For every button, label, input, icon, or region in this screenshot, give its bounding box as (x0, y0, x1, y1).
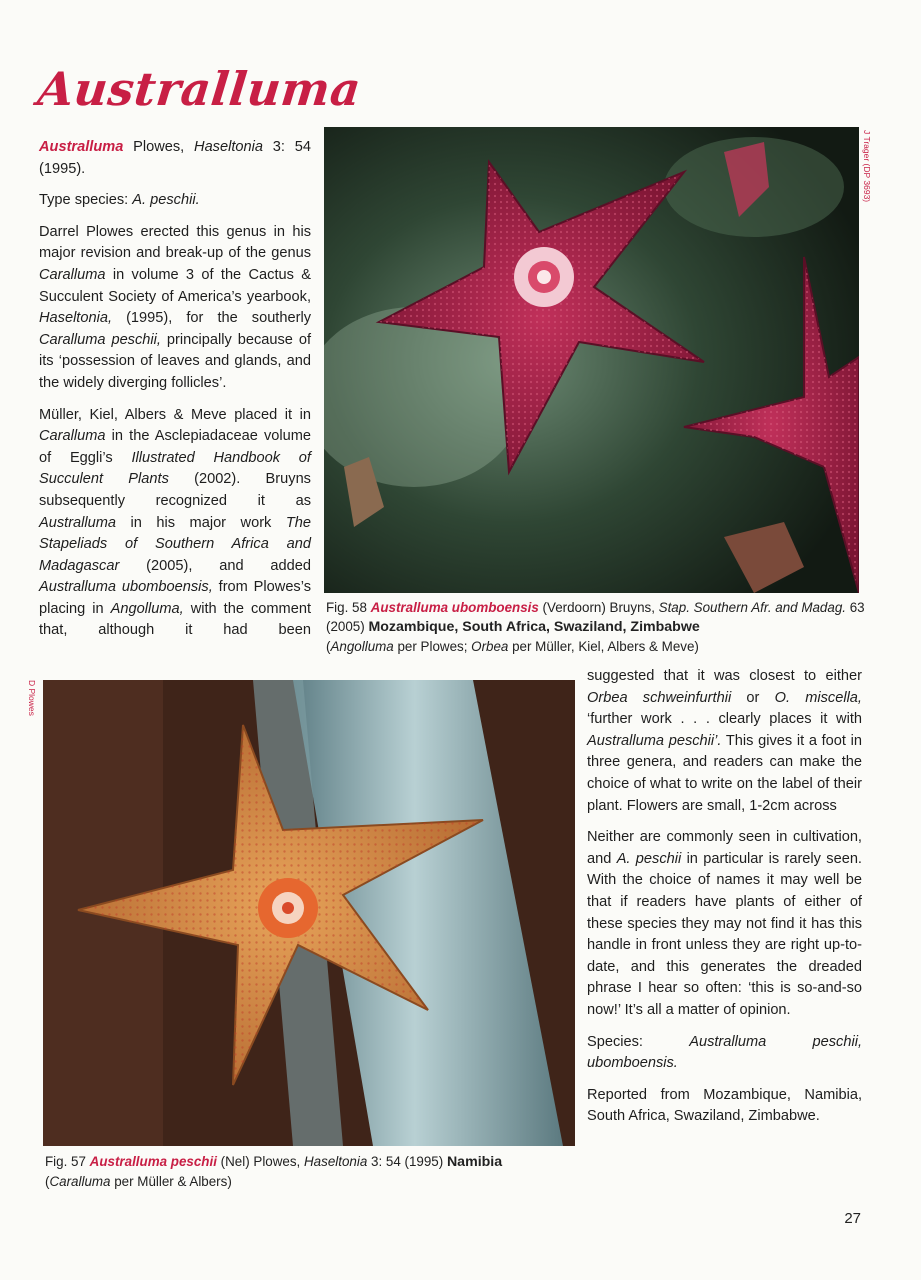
paragraph-genus-citation: Australluma Plowes, Haseltonia 3: 54 (1995). (39, 139, 311, 177)
text-column-right (587, 666, 862, 1138)
genus-name: Australluma (39, 139, 124, 155)
page-number: 27 (844, 1210, 861, 1227)
photo-credit-fig57: D Plowes (27, 680, 37, 716)
paragraph-history: Darrel Plowes erected this genus in his major revision and break-up of the genus Caralluma in volume 3 of the Cactus & Succulent Society of America’s yearbook, Haseltonia, (1995), for the southerly Caralluma peschii, principally because of its ‘possession of leaves and glands, and the widely diverging follicles’. (39, 223, 311, 391)
paragraph-distribution: Reported from Mozambique, Namibia, South Africa, Swaziland, Zimbabwe. (587, 1086, 862, 1125)
text-column-left (39, 137, 311, 652)
paragraph-classification: Müller, Kiel, Albers & Meve placed it in Caralluma in the Asclepiadaceae volume of Eggli’s Illustrated Handbook of Succulent Plants (2002). Bruyns subsequently recognized it as Australluma in his major work The Stapeliads of Southern Africa and Madagascar (2005), and added Australluma ubomboensis, from Plowes’s placing in Angolluma, with the comment that, although it had been (39, 406, 312, 639)
flower-illustration-ubomboensis (324, 127, 859, 593)
figure-caption-fig58: Fig. 58 Australluma ubomboensis (Verdoorn) Bruyns, Stap. Southern Afr. and Madag. 63 (2005) Mozambique, South Africa, Swaziland, Zimbabwe (Angolluma per Plowes; Orbea per Müller, Kiel, Albers & Meve) (326, 600, 865, 654)
paragraph-species-list: Species: Australluma peschii, ubomboensis. (587, 1033, 862, 1072)
photo-credit-fig58: J Trager (DP 3693) (862, 130, 872, 203)
paragraph-type-species: Type species: A. peschii. (39, 192, 200, 209)
caption-countries: Namibia (446, 1154, 503, 1170)
caption-countries: Mozambique, South Africa, Swaziland, Zimbabwe (368, 619, 700, 635)
photo-australluma-peschii (43, 680, 575, 1146)
paragraph-cultivation: Neither are commonly seen in cultivation, and A. peschii in particular is rarely seen. With the choice of names it may well be that if readers have plants of either of these species they may not find it has this handle in front unless they are right up-to-date, and this generates the dreaded phrase I hear so often: ‘this is so-and-so now!’ It’s all a matter of opinion. (587, 829, 862, 1018)
page-title: Australluma (35, 62, 364, 116)
photo-australluma-ubomboensis (324, 127, 859, 593)
caption-species-name: Australluma ubomboensis (370, 600, 539, 615)
caption-species-name: Australluma peschii (89, 1154, 217, 1169)
flower-illustration-peschii (43, 680, 575, 1146)
figure-caption-fig57: Fig. 57 Australluma peschii (Nel) Plowes, Haseltonia 3: 54 (1995) Namibia (Caralluma per Müller & Albers) (45, 1154, 503, 1189)
paragraph-relationship: suggested that it was closest to either Orbea schweinfurthii or O. miscella, ‘further work . . . clearly places it with Australluma peschii’. This gives it a foot in three genera, and readers can make the choice of what to write on the label of their plant. Flowers are small, 1-2cm across (587, 668, 862, 814)
